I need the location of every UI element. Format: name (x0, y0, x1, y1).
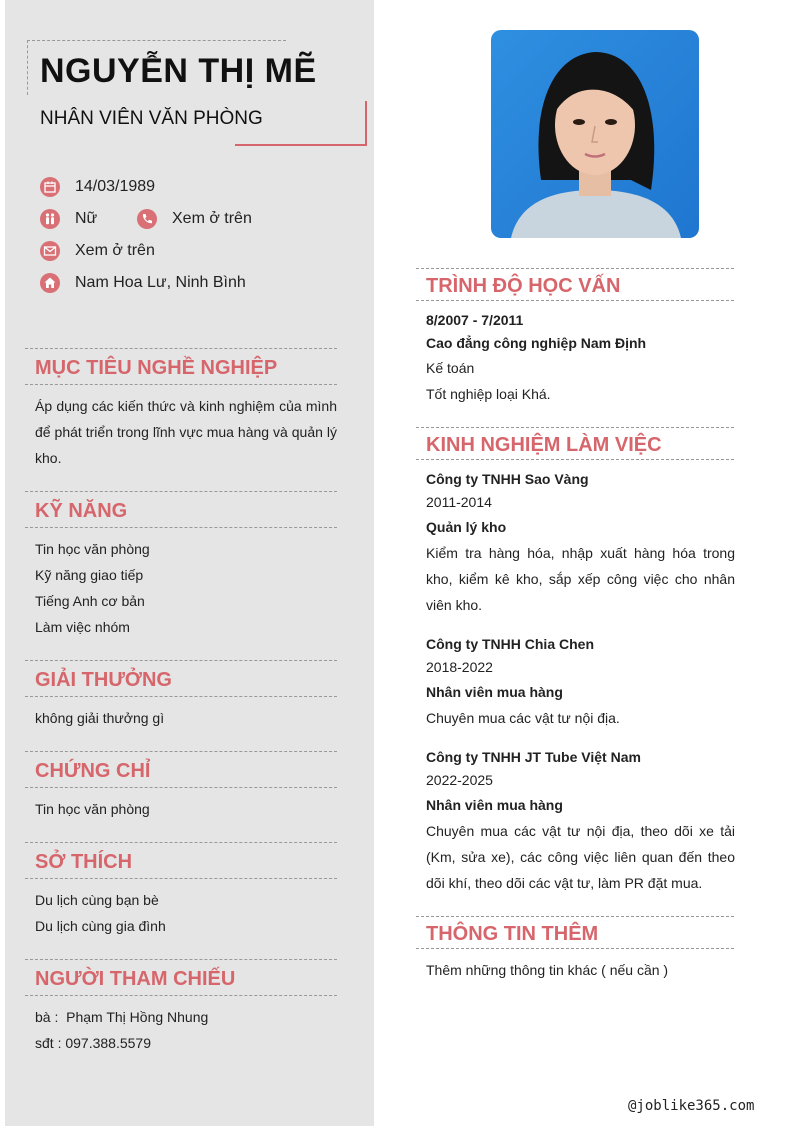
birthday-text: 14/03/1989 (75, 178, 156, 195)
section-divider (25, 660, 337, 661)
section-divider (416, 916, 734, 917)
section-divider (25, 787, 337, 788)
job-company: Công ty TNHH Chia Chen (426, 636, 594, 652)
section-divider (25, 384, 337, 385)
section-divider (416, 948, 734, 949)
job-description: Kiểm tra hàng hóa, nhập xuất hàng hóa trong kho, kiểm kê kho, sắp xếp công việc cho nhân viên kho. (426, 545, 735, 613)
section-divider (416, 427, 734, 428)
experience-title: KINH NGHIỆM LÀM VIỆC (426, 434, 662, 456)
reference-item: bà : Phạm Thị Hồng Nhung (35, 1009, 209, 1025)
email-icon (40, 241, 60, 261)
section-divider (25, 751, 337, 752)
job-period: 2011-2014 (426, 494, 492, 510)
awards-title: GIẢI THƯỞNG (35, 669, 172, 691)
footer-watermark: @joblike365.com (628, 1098, 755, 1114)
job-period: 2022-2025 (426, 772, 493, 788)
education-period: 8/2007 - 7/2011 (426, 312, 524, 328)
gender-text: Nữ (75, 210, 98, 227)
education-title: TRÌNH ĐỘ HỌC VẤN (426, 275, 621, 297)
section-divider (416, 459, 734, 460)
address-text: Nam Hoa Lư, Ninh Bình (75, 274, 246, 291)
left-sidebar (5, 0, 374, 1126)
gender-icon (40, 209, 60, 229)
job-company: Công ty TNHH Sao Vàng (426, 471, 589, 487)
skill-item: Tiếng Anh cơ bản (35, 593, 145, 609)
additional-info-text: Thêm những thông tin khác ( nếu cần ) (426, 962, 669, 978)
hobby-item: Du lịch cùng gia đình (35, 918, 166, 934)
section-divider (25, 842, 337, 843)
additional-info-title: THÔNG TIN THÊM (426, 923, 599, 945)
calendar-icon (40, 177, 60, 197)
home-icon (40, 273, 60, 293)
objective-text: Áp dụng các kiến thức và kinh nghiệm của mình để phát triển trong lĩnh vực mua hàng và quản lý kho. (35, 398, 337, 466)
skill-item: Tin học văn phòng (35, 541, 150, 557)
job-period: 2018-2022 (426, 659, 493, 675)
email-text: Xem ở trên (75, 242, 155, 259)
candidate-job-title: NHÂN VIÊN VĂN PHÒNG (40, 108, 263, 129)
job-description: Chuyên mua các vật tư nội địa, theo dõi xe tải (Km, sửa xe), các công việc liên quan đến theo dõi khí, theo dõi các vật tư, làm PR đặt mua. (426, 823, 735, 891)
certificates-title: CHỨNG CHỈ (35, 760, 151, 782)
job-position: Nhân viên mua hàng (426, 684, 563, 700)
hobby-item: Du lịch cùng bạn bè (35, 892, 159, 908)
education-school: Cao đẳng công nghiệp Nam Định (426, 335, 647, 351)
section-divider (25, 995, 337, 996)
job-company: Công ty TNHH JT Tube Việt Nam (426, 749, 641, 765)
section-divider (416, 300, 734, 301)
candidate-name: NGUYỄN THỊ MẼ (40, 52, 317, 90)
section-divider (25, 959, 337, 960)
skills-title: KỸ NĂNG (35, 500, 128, 522)
job-position: Nhân viên mua hàng (426, 797, 563, 813)
education-note: Tốt nghiệp loại Khá. (426, 386, 551, 402)
hobbies-title: SỞ THÍCH (35, 851, 133, 873)
profile-photo (491, 30, 699, 238)
certificate-item: Tin học văn phòng (35, 801, 150, 817)
section-divider (25, 491, 337, 492)
references-title: NGƯỜI THAM CHIẾU (35, 968, 236, 990)
phone-icon (137, 209, 157, 229)
reference-item: sđt : 097.388.5579 (35, 1035, 151, 1051)
education-major: Kế toán (426, 360, 475, 376)
section-divider (25, 348, 337, 349)
skill-item: Kỹ năng giao tiếp (35, 567, 144, 583)
section-divider (25, 696, 337, 697)
skill-item: Làm việc nhóm (35, 619, 130, 635)
section-divider (416, 268, 734, 269)
award-item: không giải thưởng gì (35, 710, 165, 726)
job-position: Quản lý kho (426, 519, 507, 535)
phone-text: Xem ở trên (172, 210, 252, 227)
section-divider (25, 878, 337, 879)
section-divider (25, 527, 337, 528)
objective-title: MỤC TIÊU NGHỀ NGHIỆP (35, 357, 278, 379)
job-description: Chuyên mua các vật tư nội địa. (426, 710, 620, 726)
